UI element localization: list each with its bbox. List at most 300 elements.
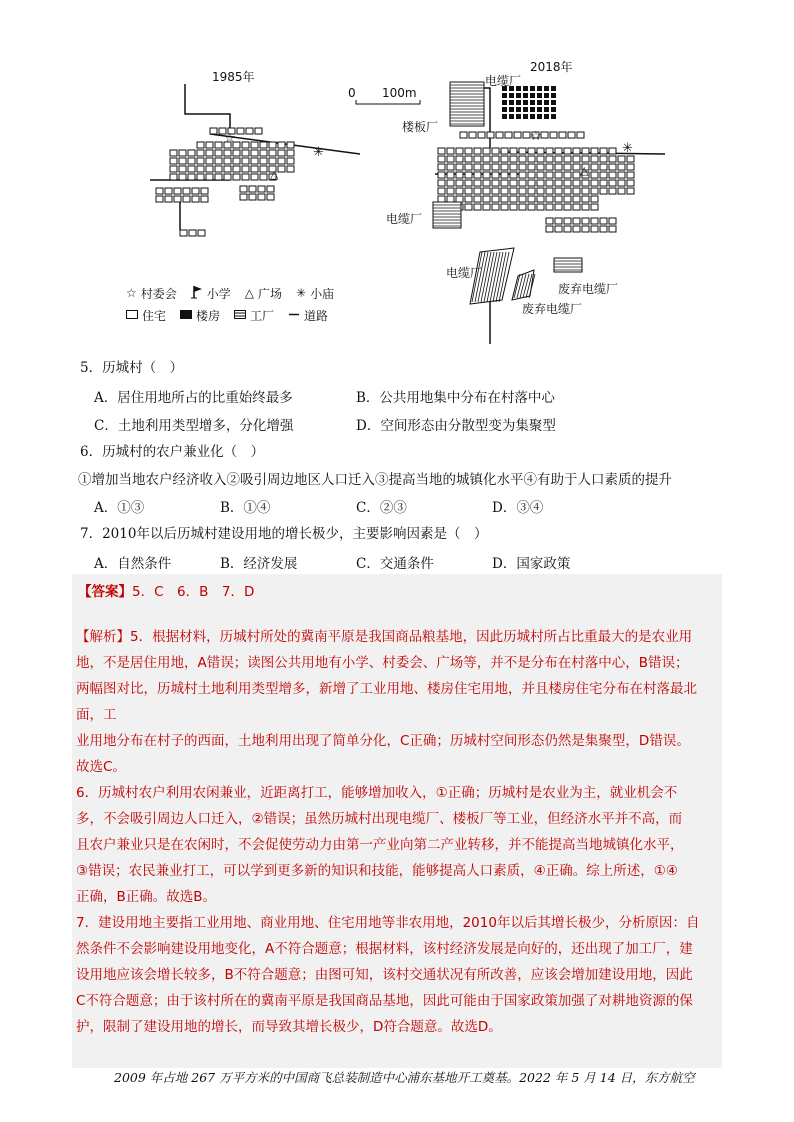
house [438,196,445,202]
question-6-option-b[interactable]: B．①④ [220,500,271,516]
house [251,142,258,148]
house [510,188,517,194]
house [183,196,190,202]
house [438,156,445,162]
house [483,196,490,202]
house [546,180,553,186]
house [528,164,535,170]
house [438,164,445,170]
apartment-block [530,93,535,98]
house [564,226,571,232]
house [474,204,481,210]
house [564,218,571,224]
house [251,174,258,180]
apartment-block [502,107,507,112]
house [564,156,571,162]
house [483,172,490,178]
house [501,188,508,194]
house [627,164,634,170]
house [573,172,580,178]
legend-building: 楼房 [180,307,220,324]
label-cable-factory-left: 电缆厂 [386,212,423,226]
house [438,148,445,154]
explanation-line: 两幅图对比，历城村土地利用类型增多，新增了工业用地、楼房住宅用地，并且楼房住宅分布在村落最北 [76,681,697,697]
house [192,188,199,194]
house [237,128,244,134]
house [474,172,481,178]
answer-line [78,580,254,600]
apartment-block [516,93,521,98]
square-2018: △ [580,164,589,177]
house [492,148,499,154]
house [206,150,213,156]
house [474,196,481,202]
house [474,180,481,186]
house [156,188,163,194]
house [582,218,589,224]
house [242,158,249,164]
house [591,196,598,202]
question-5-stem: 5．历城村（ ） [80,360,184,376]
house [438,188,445,194]
house [528,172,535,178]
house [555,164,562,170]
question-6-stem: 6．历城村的农户兼业化（ ） [80,444,265,460]
house [600,226,607,232]
house [249,186,256,192]
house [609,156,616,162]
apartment-block [544,107,549,112]
house [546,196,553,202]
house [456,148,463,154]
house [483,204,490,210]
question-6-statements: ①增加当地农户经济收入②吸引周边地区人口迁入③提高当地的城镇化水平④有助于人口素质的提升 [78,472,672,488]
label-cable-factory-top: 电缆厂 [485,74,522,88]
explanation-line: 设用地应该会增长较多，B不符合题意；由图可知，该村交通状况有所改善，应该会增加建设用地，因此 [76,967,693,983]
house [474,164,481,170]
house [627,172,634,178]
house [564,164,571,170]
house [170,158,177,164]
house [474,148,481,154]
house [528,180,535,186]
house [465,180,472,186]
house [287,142,294,148]
house [469,132,476,138]
house [600,172,607,178]
label-cable-factory-bottom: 电缆厂 [446,266,483,280]
house [492,156,499,162]
house [618,164,625,170]
house [528,196,535,202]
answer-label: 【答案】 [78,584,132,600]
label-floor-slab-factory: 楼板厂 [402,120,439,134]
question-5-option-a[interactable]: A．居住用地所占的比重始终最多 [94,390,293,406]
house [600,156,607,162]
house [582,204,589,210]
house [582,156,589,162]
house [206,158,213,164]
village-committee-1985: ☆ [224,131,236,146]
question-5-options-row1 [94,386,555,406]
village-committee-2018: ☆ [530,129,542,144]
house [233,158,240,164]
scale-zero: 0 [348,86,356,100]
house [555,196,562,202]
house [447,164,454,170]
house [564,172,571,178]
house [496,132,503,138]
apartment-block [502,100,507,105]
question-7-options [94,552,570,572]
scale-length: 100m [382,86,417,100]
house [260,174,267,180]
house [269,142,276,148]
house [483,156,490,162]
legend-factory: 工厂 [234,307,274,324]
map-2018-title: 2018年 [530,60,573,74]
house [555,148,562,154]
house [564,188,571,194]
building-icon [180,308,192,322]
house [197,142,204,148]
house [478,132,485,138]
house [188,158,195,164]
apartment-block [537,107,542,112]
house [465,204,472,210]
village-maps-figure [110,52,670,352]
house [600,180,607,186]
house [546,148,553,154]
house [501,148,508,154]
flag-icon [191,285,203,302]
house [505,132,512,138]
house [260,166,267,172]
house [519,156,526,162]
house [618,188,625,194]
legend-road: 道路 [288,307,328,324]
apartment-block [523,93,528,98]
house [224,166,231,172]
explanation [76,624,716,1040]
house [627,156,634,162]
house [510,148,517,154]
house [573,188,580,194]
apartment-block [523,107,528,112]
house [174,196,181,202]
house [260,158,267,164]
house [627,188,634,194]
house [528,148,535,154]
house [258,186,265,192]
house [528,156,535,162]
factory-icon [234,308,246,322]
house [278,166,285,172]
house [215,166,222,172]
question-7-option-d[interactable]: D．国家政策 [492,556,571,572]
house [573,180,580,186]
house [591,172,598,178]
explanation-line: C不符合题意；由于该村所在的冀南平原是我国商品基地，因此可能由于国家政策加强了对耕地资源的保 [76,993,693,1009]
house [487,132,494,138]
apartment-block [509,100,514,105]
house [510,196,517,202]
house [550,132,557,138]
house [618,156,625,162]
question-6-option-a[interactable]: A．①③ [94,500,145,516]
house [224,150,231,156]
house [240,194,247,200]
label-abandoned-cable-1: 废弃电缆厂 [558,282,619,296]
explanation-line: 【解析】5．根据材料，历城村所处的冀南平原是我国商品粮基地，因此历城村所占比重最大的是农业用 [76,629,693,645]
house [564,148,571,154]
question-5-option-c[interactable]: C．土地利用类型增多，分化增强 [94,418,294,434]
question-6-option-d[interactable]: D．③④ [492,500,544,516]
question-7-option-b[interactable]: B．经济发展 [220,556,298,572]
house [242,142,249,148]
house [591,164,598,170]
house [206,166,213,172]
house [591,204,598,210]
house [197,150,204,156]
apartment-block [537,114,542,119]
house [582,148,589,154]
house [537,148,544,154]
house [483,148,490,154]
house [165,188,172,194]
question-5-option-d[interactable]: D．空间形态由分散型变为集聚型 [356,418,556,434]
house [541,132,548,138]
house [251,166,258,172]
house [474,188,481,194]
house [573,204,580,210]
house [492,196,499,202]
house [206,174,213,180]
house [546,188,553,194]
explanation-line: 7．建设用地主要指工业用地、商业用地、住宅用地等非农用地，2010年以后其增长极少，分析原因：自 [76,915,700,931]
house [537,204,544,210]
explanation-line: 护，限制了建设用地的增长，而导致其增长极少，D符合题意。故选D。 [76,1019,502,1035]
house [215,150,222,156]
house [465,156,472,162]
house [198,230,205,236]
house [460,132,467,138]
house [201,196,208,202]
house [591,156,598,162]
house [609,226,616,232]
question-5-options-row2 [94,414,556,434]
house [492,180,499,186]
apartment-block [523,86,528,91]
apartment-block [551,107,556,112]
house [573,164,580,170]
house [287,150,294,156]
question-7-option-a[interactable]: A．自然条件 [94,556,172,572]
apartment-block [537,93,542,98]
house [438,180,445,186]
house [483,180,490,186]
house [438,172,445,178]
house [197,158,204,164]
house [492,204,499,210]
legend-village-committee: ☆ 村委会 [126,286,177,301]
house [192,196,199,202]
house [564,196,571,202]
house [447,188,454,194]
map-1985-title: 1985年 [212,70,255,84]
residence-icon [126,308,138,322]
house [165,196,172,202]
house [278,142,285,148]
house [559,132,566,138]
house [609,164,616,170]
house [183,188,190,194]
house [465,148,472,154]
house [278,158,285,164]
house [564,204,571,210]
house [492,172,499,178]
house [591,226,598,232]
house [456,196,463,202]
house [456,164,463,170]
house [546,218,553,224]
house [546,164,553,170]
legend-residence: 住宅 [126,307,166,324]
house [501,172,508,178]
house [456,188,463,194]
house [523,132,530,138]
house [215,174,222,180]
house [519,204,526,210]
legend-temple: ✳ 小庙 [296,286,335,301]
house [573,196,580,202]
apartment-block [551,114,556,119]
house [206,142,213,148]
house [447,180,454,186]
house [609,172,616,178]
house [483,188,490,194]
star-icon: ☆ [126,286,137,300]
house [447,156,454,162]
explanation-line: 然条件不会影响建设用地变化，A不符合题意；根据材料，该村经济发展是向好的，还出现了加工厂，建 [76,941,693,957]
apartment-block [509,107,514,112]
explanation-line: 面，工 [76,707,117,723]
question-5-option-b[interactable]: B．公共用地集中分布在村落中心 [356,390,555,406]
house [170,174,177,180]
house [224,158,231,164]
house [251,158,258,164]
house [528,204,535,210]
label-abandoned-cable-2: 废弃电缆厂 [522,302,583,316]
apartment-block [544,100,549,105]
legend-square: △ 广场 [244,286,283,301]
house [258,194,265,200]
house [267,194,274,200]
question-7-option-c[interactable]: C．交通条件 [356,556,434,572]
apartment-block [516,114,521,119]
apartment-block [544,114,549,119]
house [510,204,517,210]
question-6-option-c[interactable]: C．②③ [356,500,407,516]
house [197,174,204,180]
house [609,180,616,186]
house [210,128,217,134]
house [555,172,562,178]
house [618,180,625,186]
house [170,150,177,156]
house [249,194,256,200]
house [600,148,607,154]
house [501,164,508,170]
house [447,172,454,178]
house [233,166,240,172]
house [233,174,240,180]
question-6-options [94,496,543,516]
house [287,158,294,164]
house [537,188,544,194]
apartment-block [530,107,535,112]
house [609,188,616,194]
house [600,164,607,170]
house [174,188,181,194]
house [179,150,186,156]
house [255,128,262,134]
house [573,226,580,232]
apartment-block [502,114,507,119]
house [537,172,544,178]
house [582,188,589,194]
apartment-block [516,100,521,105]
apartment-block [509,93,514,98]
apartment-block [551,86,556,91]
apartment-block [502,93,507,98]
explanation-line: 多，不会吸引周边人口迁入，②错误；虽然历城村出现电缆厂、楼板厂等工业，但经济水平并不高，而 [76,811,683,827]
house [555,180,562,186]
apartment-block [509,114,514,119]
triangle-icon: △ [244,286,255,300]
house [519,188,526,194]
explanation-line: 6．历城村农户利用农闲兼业，近距离打工，能够增加收入，①正确；历城村是农业为主，就业机会不 [76,785,678,801]
house [609,148,616,154]
house [568,132,575,138]
map-legend [126,282,348,326]
house [251,150,258,156]
house [510,156,517,162]
house [537,156,544,162]
apartment-block [537,100,542,105]
house [215,158,222,164]
house [246,128,253,134]
house [528,188,535,194]
explanation-line: ③错误；农民兼业打工，可以学到更多新的知识和技能，能够提高人口素质，④正确。综上所述，①④ [76,863,678,879]
house [573,218,580,224]
road-north-1985 [185,84,230,134]
house [483,164,490,170]
house [519,164,526,170]
house [546,226,553,232]
house [465,188,472,194]
house [555,156,562,162]
house [546,156,553,162]
house [156,196,163,202]
house [555,226,562,232]
house [577,132,584,138]
question-7-stem: 7．2010年以后历城村建设用地的增长极少，主要影响因素是（ ） [80,526,488,542]
house [170,166,177,172]
house [465,164,472,170]
house [519,148,526,154]
house [600,218,607,224]
